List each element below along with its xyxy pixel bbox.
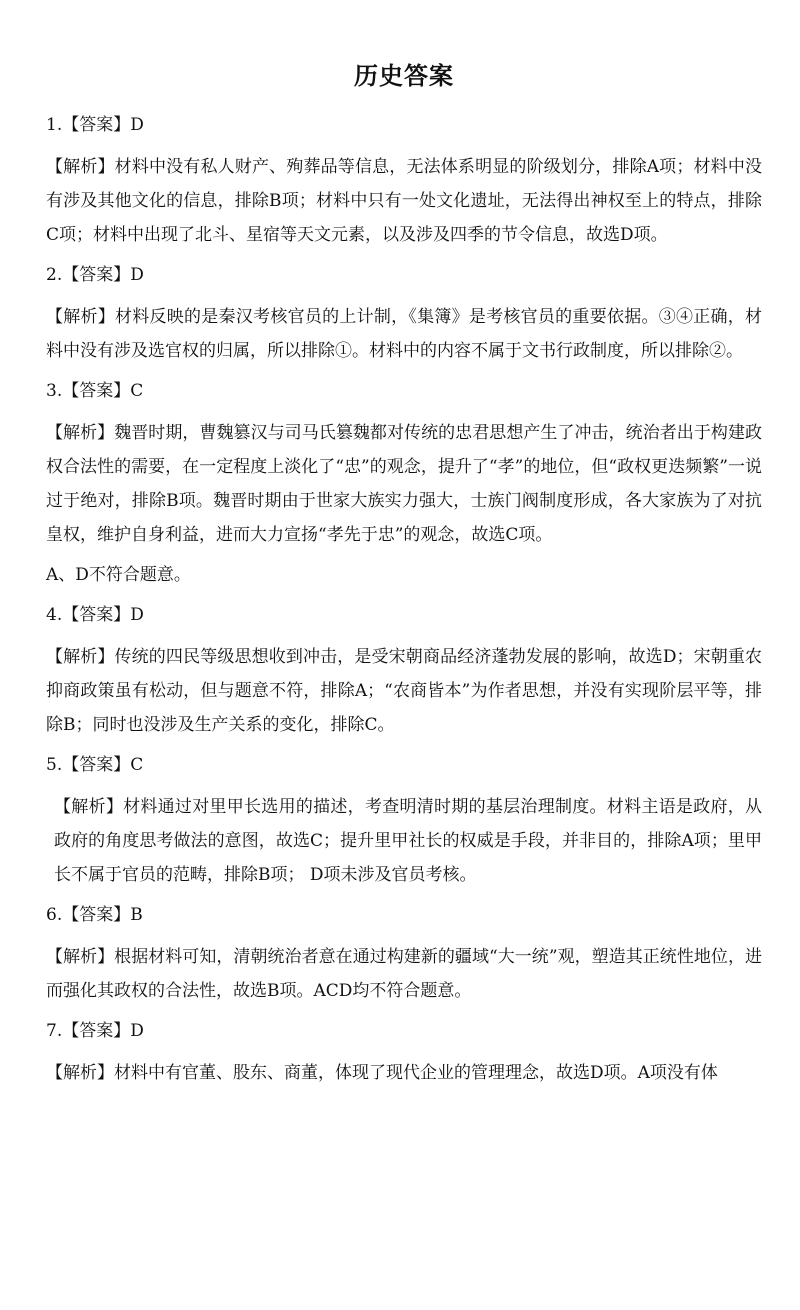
page-title: 历史答案 [354, 62, 454, 90]
analysis-text: 【解析】魏晋时期，曹魏篡汉与司马氏篡魏都对传统的忠君思想产生了冲击，统治者出于构建政权合法性的需要，在一定程度上淡化了“忠”的观念，提升了“孝”的地位，但“政权更迭频繁”一说过于绝对，排除B项。魏晋时期由于世家大族实力强大，士族门阀制度形成，各大家族为了对抗皇权，维护自身利益，进而大力宣扬“孝先于忠”的观念，故选C项。 [46, 423, 762, 545]
answer-line: 4.【答案】D [46, 605, 144, 625]
analysis-text: 【解析】材料反映的是秦汉考核官员的上计制，《集簿》是考核官员的重要依据。③④正确，材料中没有涉及选官权的归属，所以排除①。材料中的内容不属于文书行政制度，所以排除②。 [46, 307, 762, 361]
analysis-text: 【解析】材料通过对里甲长选用的描述，考查明清时期的基层治理制度。材料主语是政府，从政府的角度思考做法的意图，故选C；提升里甲社长的权威是手段，并非目的，排除A项；里甲长不属于官员的范畴，排除B项； D项未涉及官员考核。 [54, 797, 762, 885]
question-6 [46, 898, 762, 1008]
answer-line: 7.【答案】D [46, 1021, 144, 1041]
question-2 [46, 258, 762, 368]
answer-line: 5.【答案】C [46, 755, 144, 775]
answer-line: 3.【答案】C [46, 381, 144, 401]
analysis-text: 【解析】材料中有官董、股东、商董，体现了现代企业的管理理念，故选D项。A项没有体 [46, 1063, 718, 1083]
analysis-text: 【解析】传统的四民等级思想收到冲击，是受宋朝商品经济蓬勃发展的影响，故选D；宋朝重农抑商政策虽有松动，但与题意不符，排除A；“农商皆本”为作者思想，并没有实现阶层平等，排除B；同时也没涉及生产关系的变化，排除C。 [46, 647, 762, 735]
question-5 [46, 748, 762, 892]
answer-line: 1.【答案】D [46, 115, 144, 135]
question-4 [46, 598, 762, 742]
question-1 [46, 108, 762, 252]
analysis-text: 【解析】根据材料可知，清朝统治者意在通过构建新的疆域“大一统”观，塑造其正统性地位，进而强化其政权的合法性，故选B项。ACD均不符合题意。 [46, 947, 762, 1001]
question-7 [46, 1014, 762, 1090]
analysis-text: 【解析】材料中没有私人财产、殉葬品等信息，无法体系明显的阶级划分，排除A项；材料中没有涉及其他文化的信息，排除B项；材料中只有一处文化遗址，无法得出神权至上的特点，排除C项；材料中出现了北斗、星宿等天文元素，以及涉及四季的节令信息，故选D项。 [46, 157, 762, 245]
question-3 [46, 374, 762, 592]
answer-line: 6.【答案】B [46, 905, 143, 925]
analysis-extra-text: A、D不符合题意。 [46, 565, 191, 585]
answer-line: 2.【答案】D [46, 265, 144, 285]
